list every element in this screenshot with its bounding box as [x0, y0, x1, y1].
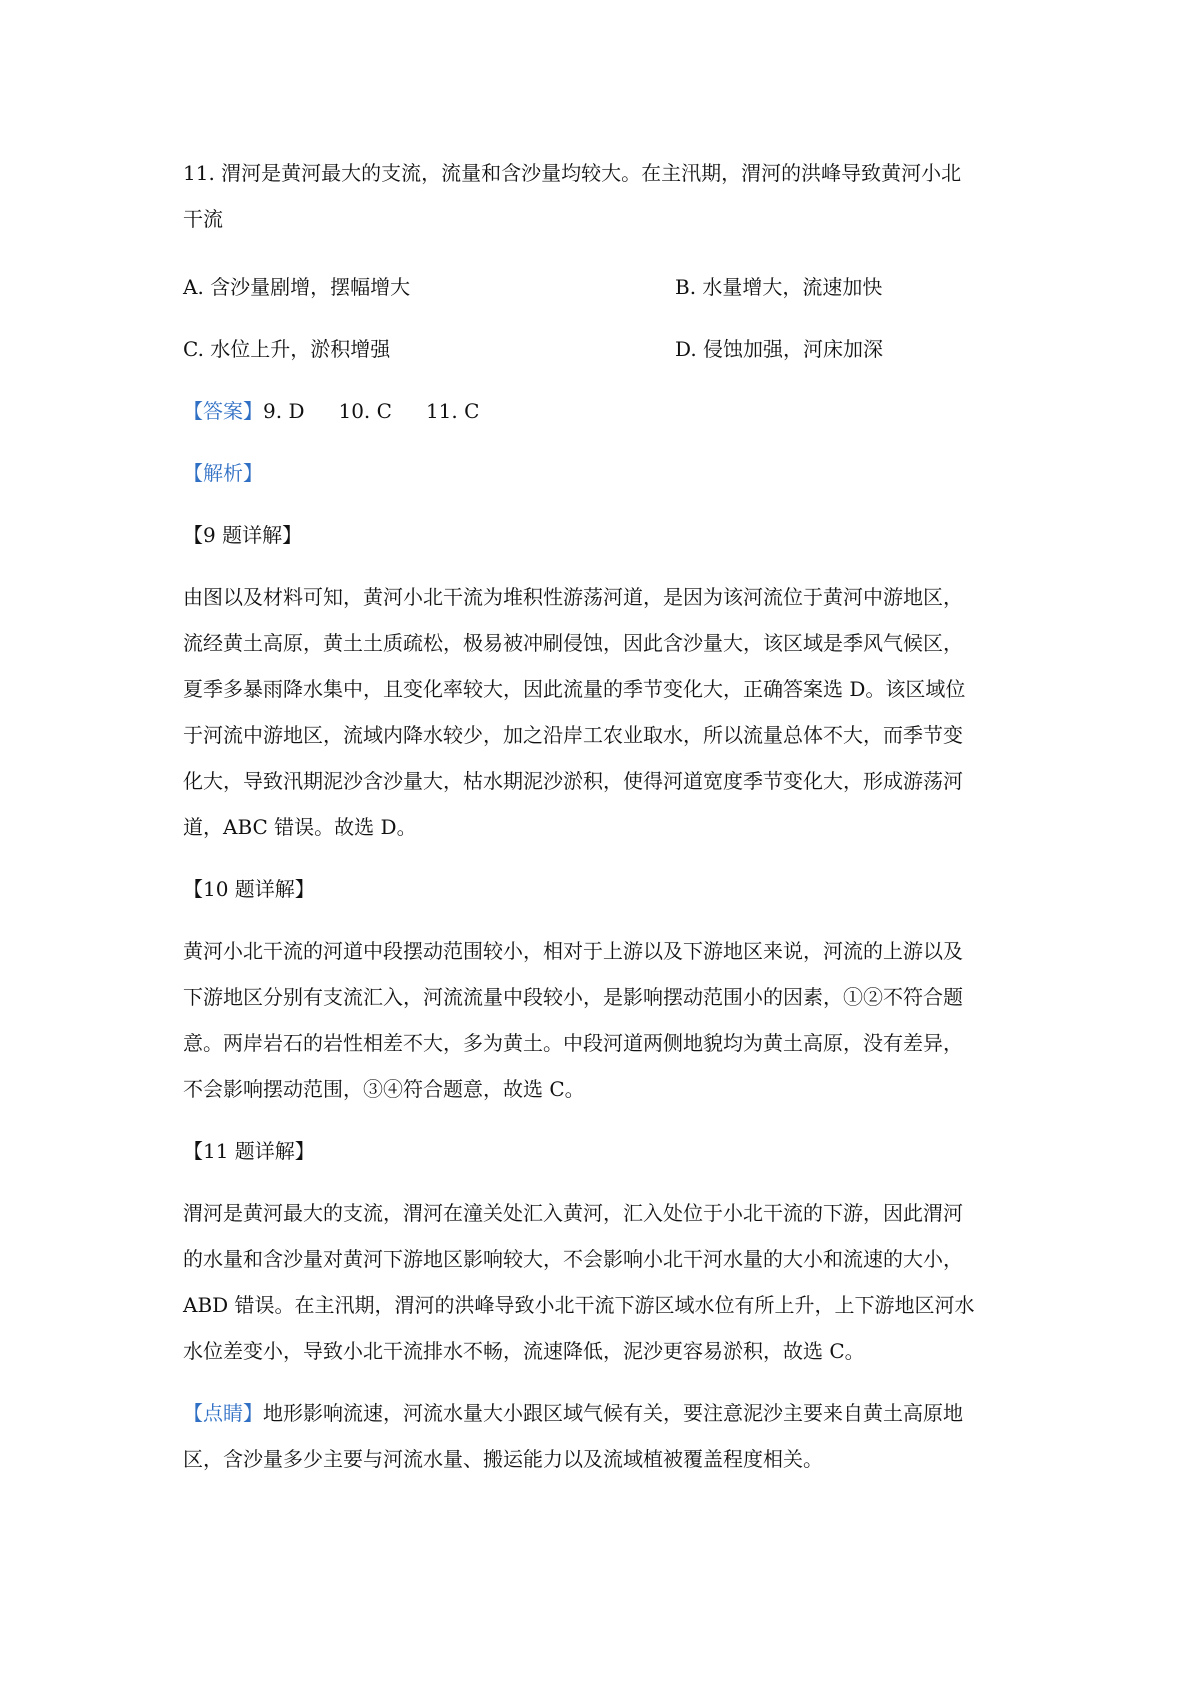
question-stem-line1: 11. 渭河是黄河最大的支流，流量和含沙量均较大。在主汛期，渭河的洪峰导致黄河小北: [183, 161, 962, 185]
answer-item: 9. D: [263, 399, 305, 423]
tip-text: 地形影响流速，河流水量大小跟区域气候有关，要注意泥沙主要来自黄土高原地: [263, 1401, 963, 1425]
detail-line: 化大，导致汛期泥沙含沙量大，枯水期泥沙淤积，使得河道宽度季节变化大，形成游荡河: [183, 769, 963, 793]
option-d: D. 侵蚀加强，河床加深: [675, 337, 884, 361]
detail-line: 的水量和含沙量对黄河下游地区影响较大，不会影响小北干河水量的大小和流速的大小，: [183, 1247, 963, 1271]
answer-item: 10. C: [338, 399, 392, 423]
option-a: A. 含沙量剧增，摆幅增大: [183, 275, 411, 299]
detail-line: 由图以及材料可知，黄河小北干流为堆积性游荡河道，是因为该河流位于黄河中游地区，: [183, 585, 963, 609]
detail-line: 流经黄土高原，黄土土质疏松，极易被冲刷侵蚀，因此含沙量大，该区域是季风气候区，: [183, 631, 963, 655]
detail-line: ABD 错误。在主汛期，渭河的洪峰导致小北干流下游区域水位有所上升，上下游地区河水: [183, 1293, 975, 1317]
document-page: [183, 150, 1023, 1482]
answer-tag: 【答案】: [183, 399, 263, 423]
analysis-tag: 【解析】: [183, 461, 263, 485]
detail-line: 不会影响摆动范围，③④符合题意，故选 C。: [183, 1077, 585, 1101]
tip-line2: 区，含沙量多少主要与河流水量、搬运能力以及流域植被覆盖程度相关。: [183, 1447, 823, 1471]
question-options: [183, 264, 1023, 310]
detail-line: 道，ABC 错误。故选 D。: [183, 815, 417, 839]
answer-line: [183, 388, 1023, 434]
detail-heading: 【9 题详解】: [183, 523, 303, 547]
question-options-row2: [183, 326, 1023, 372]
detail-line: 于河流中游地区，流域内降水较少，加之沿岸工农业取水，所以流量总体不大，而季节变: [183, 723, 963, 747]
detail-line: 渭河是黄河最大的支流，渭河在潼关处汇入黄河，汇入处位于小北干流的下游，因此渭河: [183, 1201, 963, 1225]
option-b: B. 水量增大，流速加快: [675, 275, 883, 299]
answer-item: 11. C: [425, 399, 480, 423]
question-stem-line2: 干流: [183, 207, 223, 231]
tip-line1: [183, 1390, 1023, 1436]
detail-line: 意。两岸岩石的岩性相差不大，多为黄土。中段河道两侧地貌均为黄土高原，没有差异，: [183, 1031, 963, 1055]
option-c: C. 水位上升，淤积增强: [183, 337, 391, 361]
detail-line: 水位差变小，导致小北干流排水不畅，流速降低，泥沙更容易淤积，故选 C。: [183, 1339, 865, 1363]
detail-line: 下游地区分别有支流汇入，河流流量中段较小，是影响摆动范围小的因素，①②不符合题: [183, 985, 963, 1009]
detail-heading: 【10 题详解】: [183, 877, 315, 901]
detail-line: 黄河小北干流的河道中段摆动范围较小，相对于上游以及下游地区来说，河流的上游以及: [183, 939, 963, 963]
detail-line: 夏季多暴雨降水集中，且变化率较大，因此流量的季节变化大，正确答案选 D。该区域位: [183, 677, 966, 701]
detail-heading: 【11 题详解】: [183, 1139, 315, 1163]
tip-tag: 【点睛】: [183, 1401, 263, 1425]
